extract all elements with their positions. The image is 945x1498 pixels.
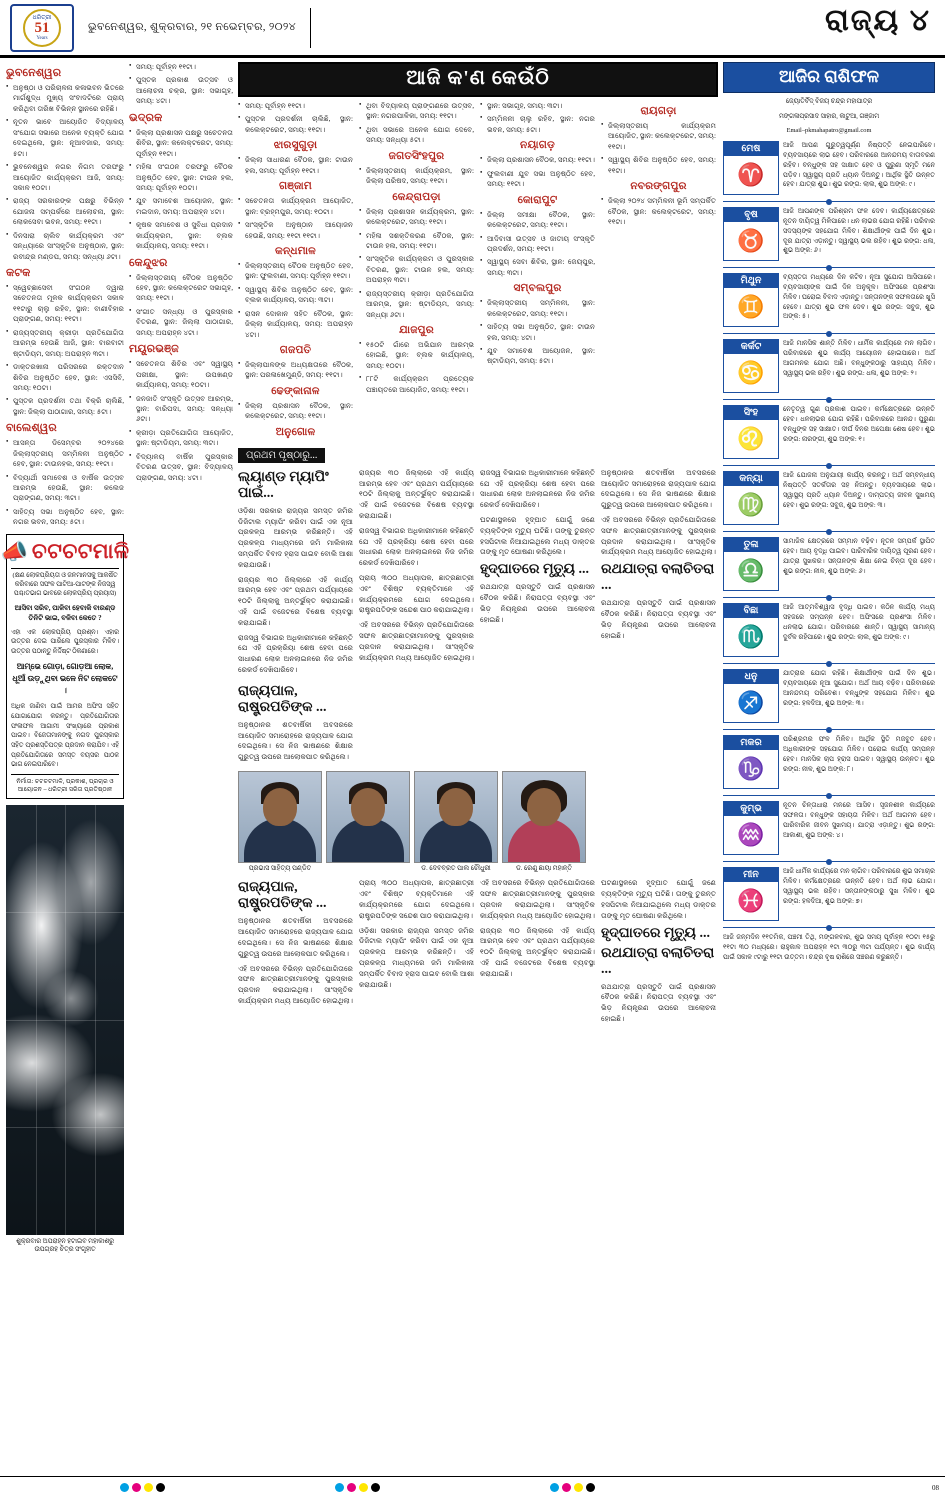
pisces-icon: ♓ [737,887,765,913]
town-heading: ମୟୂରଭଞ୍ଜ [129,343,179,356]
article-headline: ରଥଯାତ୍ରା ବଲାଚିତରା ... [601,562,715,594]
registration-marks [120,1483,165,1492]
list-item: ● ଯୁବ ସମାବେଶ ଆୟୋଜନ, ସ୍ଥାନ: ଷ୍ଟାଡିୟମ, ସମୟ: ୫ଟା। [480,346,595,367]
list-item: ● ୧୫୦ଟି ଗାଁରେ ଅଭିଯାନ ଆରମ୍ଭ ହୋଇଛି, ସ୍ଥାନ: ବ୍ଲକ କାର୍ଯ୍ୟାଳୟ, ସମୟ: ୧୦ଟା। [359,340,474,371]
town-heading: ଗଜପତି [279,345,312,356]
list-item: ● ଡାକ୍ତରଖାନା ପରିସରରେ ରକ୍ତଦାନ ଶିବିର ଅନୁଷ୍ଠିତ ହେବ, ସ୍ଥାନ: ଏସସିବି, ସମୟ: ୧୦ଟା। [6,362,124,393]
horoscope-sign [723,801,935,862]
list-item: ● ସାହିତ୍ୟ ସଭା ଅନୁଷ୍ଠିତ, ସ୍ଥାନ: ଟାଉନ ହଲ, ସମୟ: ୪ଟା। [480,322,595,343]
registration-marks-2 [335,1483,380,1492]
list-item: ● ଆଦିବାସୀ ଉତ୍ସବ ଓ ଜାତୀୟ ସଂସ୍କୃତି ପ୍ରଦର୍ଶନ, ସମୟ: ୧୧ଟା। [480,234,595,255]
logo-title: ଧରିତ୍ରୀ [32,14,52,21]
town-heading: କଟକ [6,267,31,279]
sign-text: ଆଜି ଯୋଜନା ଅନୁଯାୟୀ କାର୍ଯ୍ୟ କରନ୍ତୁ। ଅର୍ଥ ସମ୍ବନ୍ଧୀୟ ନିଷ୍ପତ୍ତି ସତର୍କତାର ସହ ନିଅନ୍ତୁ। ବ୍ୟବସାୟରେ ଲାଭ। ସ୍ୱାସ୍ଥ୍ୟ ପ୍ରତି ଧ୍ୟାନ ଦିଅନ୍ତୁ। ଦାମ୍ପତ୍ୟ ଜୀବନ ସୁଖମୟ ହେବ। ଶୁଭ ରଙ୍ଗ: ସବୁଜ, ଶୁଭ ଅଙ୍କ: ୩। [783,471,935,509]
list-item: ● କ୍ରୀଡ଼ା ପ୍ରତିଯୋଗିତା ଆୟୋଜିତ, ସ୍ଥାନ: ଷ୍ଟାଡିୟମ, ସମୟ: ୩ଟା। [129,428,233,449]
sign-text: ଯାତ୍ରାର ଯୋଗ ରହିଛି। ଶିକ୍ଷାର୍ଥୀଙ୍କ ପାଇଁ ଦିନ ଶୁଭ। ବ୍ୟବସାୟରେ ନୂଆ ସୁଯୋଗ। ଅର୍ଥ ଆୟ ବଢ଼ିବ। ପରିବାରରେ ଆନନ୍ଦମୟ ପରିବେଶ। ବନ୍ଧୁଙ୍କ ସହଯୋଗ ମିଳିବ। ଶୁଭ ରଙ୍ଗ: ହଳଦିଆ, ଶୁଭ ଅଙ୍କ: ୩। [783,669,935,707]
taurus-icon: ♉ [737,227,765,253]
satellite-caption: ଶୁକ୍ରବାର ଅପରାହ୍ନ ହଟାଇବ ମହାକାଶରୁ ଉପଗ୍ରହ ଚିତ୍ର ସଂଗୃହୀତ [16,1237,114,1253]
list-item: ● ଜନଜାତି ସଂସ୍କୃତି ଉତ୍ସବ ଆରମ୍ଭ, ସ୍ଥାନ: ବାରିପଦା, ସମୟ: ସନ୍ଧ୍ୟା ୬ଟା। [129,394,233,425]
ad-body: ଅଧିକ ଜାଣିବା ପାଇଁ ଆମର ଅଫିସ ସହିତ ଯୋଗାଯୋଗ କରନ୍ତୁ। ପ୍ରତିଯୋଗିତାର ଫଳାଫଳ ଆଗାମୀ ସଂଖ୍ୟାରେ ପ୍ରକାଶ ପାଇବ। ବିଜେତାମାନଙ୍କୁ ନଗଦ ପୁରସ୍କାର ସହିତ ପ୍ରଶସ୍ତିପତ୍ର ପ୍ରଦାନ କରାଯିବ। ଏହି ପ୍ରତିଯୋଗିତାରେ ସମସ୍ତ ବୟସର ପାଠକ ଭାଗ ନେଇପାରିବେ। [11,703,119,769]
horoscope-sign [723,537,935,598]
list-item: ● ରାଜ୍ୟ ସରକାରଙ୍କ ପକ୍ଷରୁ ବିଭିନ୍ନ ଯୋଜନା ସମ୍ପର୍କରେ ଆଲୋଚନା, ସ୍ଥାନ: ଲୋକସେବା ଭବନ, ସମୟ: ୧୧ଟା। [6,196,124,227]
list-item: ● ଜିଲ୍ଲା ପ୍ରଶାସନ ବୈଠକ, ସମୟ: ୧୧ଟା। [480,155,595,165]
column-left-1 [0,62,130,1257]
ad-footer: ନିର୍ମାତା: ଚଟଚଟମାଳି, ପ୍ରକାଶ, ପ୍ରଚାର ଓ ଆୟୋଜନ – ଧରିତ୍ରୀ ସରିତା ପ୍ରତିଷ୍ଠାନ [11,774,119,794]
list-item: ● ବିଦ୍ୟାର୍ଥୀ ସମାବେଶ ଓ ବାର୍ଷିକ ଉତ୍ସବ ଆରମ୍ଭ ହେଉଛି, ସ୍ଥାନ: କଲେଜ ପ୍ରାଙ୍ଗଣ, ସମୟ: ୩ଟା। [6,473,124,504]
events-list [238,261,353,340]
photo-caption: ଡ. ଦେବବ୍ରତ ପାଲ ଚୌଧୁରୀ [421,864,491,872]
town-news-list [129,62,233,107]
aries-icon: ♈ [737,161,765,187]
horoscope-footer: ଆଜି ଜନ୍ମଦିନ ୧୧ତମିକ, ପଞ୍ଚମୀ ତିଥି, ମଙ୍ଗଳବାର, ଶୁଭ ସମୟ ପୂର୍ବାହ୍ନ ୧୦ଟା ୧୫ରୁ ୧୧ଟା ୩୦ ମଧ୍ୟରେ। ରାହୁକାଳ ଅପରାହ୍ନ ୧ଟା ୩୦ରୁ ୩ଟା ପର୍ଯ୍ୟନ୍ତ। ଶୁଭ କାର୍ଯ୍ୟ ପାଇଁ ସକାଳ ୯ଟାରୁ ୧୧ଟା ଉତ୍ତମ। ଚନ୍ଦ୍ର ବୃଷ ରାଶିରେ ସଞ୍ଚରଣ କରୁଛନ୍ତି। [723,933,935,961]
sign-name: ମକର [724,736,778,750]
sign-badge [723,603,779,657]
town-heading: ଅନୁଗୋଳ [275,426,316,438]
article-paragraph: ଏହି ଅବସରରେ ବିଭିନ୍ନ ପ୍ରତିଯୋଗିତାରେ ସଫଳ ଛାତ୍ରଛାତ୍ରୀମାନଙ୍କୁ ପୁରସ୍କାର ପ୍ରଦାନ କରାଯାଇଥିଲା। ସାଂସ୍କୃତିକ କାର୍ଯ୍ୟକ୍ରମ ମଧ୍ୟ ଆୟୋଜିତ ହୋଇଥିଲା। [359,621,475,662]
photo-row [238,771,718,863]
sign-name: ମେଷ [724,142,778,156]
continued-column-4 [601,468,716,767]
sign-name: ସିଂହ [724,406,778,420]
article-paragraph: ଘଟଣାସ୍ଥଳରେ ହୃଦ୍‌ଘାତ ଯୋଗୁଁ ଜଣେ ବ୍ୟକ୍ତିଙ୍କ ମୃତ୍ୟୁ ଘଟିଛି। ତାଙ୍କୁ ତୁରନ୍ତ ହସପିଟାଲ ନିଆଯାଇଥିଲେ ମଧ୍ୟ ଡାକ୍ତର ତାଙ୍କୁ ମୃତ ଘୋଷଣା କରିଥିଲେ। [601,879,716,920]
publication-logo [10,4,74,52]
events-list [480,155,595,189]
article-paragraph: ରଥଯାତ୍ରା ପ୍ରସ୍ତୁତି ପାଇଁ ପ୍ରଶାସନ ବୈଠକ କରିଛି। ନିରାପତ୍ତା ବ୍ୟବସ୍ଥା ଏବଂ ଭିଡ଼ ନିୟନ୍ତ୍ରଣ ଉପରେ ଆଲୋଚନା ହୋଇଛି। [601,599,716,640]
events-grid [238,101,718,442]
list-item: ● ସମୟ: ପୂର୍ବାହ୍ନ ୧୧ଟା। [238,101,353,111]
ad-center-line: ଆମ୍ଭେ ଗୋଡ଼ା, ଗୋଡ଼ଆ ଲୋକ, ଧୂଆଁ ଉଡ଼ୁଥିବା ଭଳେ ନିଟ ଲୋକଟେ । [12,662,118,696]
list-item: ● ଭୁବନେଶ୍ୱର ନଗର ନିଗମ ତରଫରୁ ଆୟୋଜିତ କାର୍ଯ୍ୟକ୍ରମ ଆଜି, ସମୟ: ସକାଳ ୧୦ଟା। [6,162,124,193]
sign-badge [723,735,779,789]
photo-captions [238,865,718,873]
aquarius-icon: ♒ [737,821,765,847]
sign-name: କର୍କଟ [724,340,778,354]
continued-column-2 [359,468,474,767]
town-news-list [6,83,124,262]
sign-name: ଧନୁ [724,670,778,684]
article-paragraph: ରାଜସ୍ୱ ବିଭାଗର ଅଧିକାରୀମାନେ କହିଛନ୍ତି ଯେ ଏହି ପ୍ରକ୍ରିୟା ଶେଷ ହେବା ପରେ ସାଧାରଣ ଲୋକ ଅନଲାଇନରେ ନିଜ ଜମିର ରେକର୍ଡ ଦେଖିପାରିବେ। [480,468,595,510]
events-list [601,121,716,176]
list-item: ● ପୁସ୍ତକ ପ୍ରଦର୍ଶନୀ ତଥା ବିକ୍ରି ଚାଲିଛି, ସ୍ଥାନ: ଜିଲ୍ଲା ପାଠାଗାର, ସମୟ: ୫ଟା। [6,396,124,417]
events-column-4 [601,101,716,442]
sign-text: ନୂତନ ଚିନ୍ତାଧାରା ମନରେ ଆସିବ। ସୃଜନଶୀଳ କାର୍ଯ୍ୟରେ ସଫଳତା। ବନ୍ଧୁଙ୍କ ସହାୟତା ମିଳିବ। ଅର୍ଥ ଆଗମନ ହେବ। ପାରିବାରିକ ଜୀବନ ସୁଖମୟ। ଯାତ୍ରା ଏଡ଼ାନ୍ତୁ। ଶୁଭ ରଙ୍ଗ: ଆକାଶୀ, ଶୁଭ ଅଙ୍କ: ୪। [783,801,935,839]
list-item: ● ୮୮ଟି କାର୍ଯ୍ୟକ୍ରମ ପ୍ରତ୍ୟେକ ପଞ୍ଚାୟତରେ ଆୟୋଜିତ, ସମୟ: ୧୧ଟା। [359,374,474,395]
sign-name: କନ୍ୟା [724,472,778,486]
horoscope-sign [723,669,935,730]
horoscope-sign [723,735,935,796]
list-item: ● ମହିଳା ସଂଗଠନ ତରଫରୁ ବୈଠକ ଅନୁଷ୍ଠିତ ହେବ, ସ୍ଥାନ: ଟାଉନ ହଲ, ସମୟ: ପୂର୍ବାହ୍ନ ୧୦ଟା। [129,162,233,193]
list-item: ● ସମୟ: ପୂର୍ବାହ୍ନ ୧୧ଟା। [129,62,233,72]
continued-column-1 [238,468,353,767]
article-headline: ରାଜ୍ୟପାଳ, ରାଷ୍ଟ୍ରପତିଙ୍କ ... [238,683,327,715]
horoscope-sign [723,405,935,466]
sign-text: ନେତୃତ୍ୱ ଗୁଣ ପ୍ରକାଶ ପାଇବ। କର୍ମକ୍ଷେତ୍ରରେ ଉନ୍ନତି ହେବ। ଧନଲାଭର ଯୋଗ ରହିଛି। ପରିବାରରେ ଆନନ୍ଦ। ପୁରୁଣା ବନ୍ଧୁଙ୍କ ସହ ସାକ୍ଷାତ। ଦୀର୍ଘ ଦିନର ଅପେକ୍ଷା ଶେଷ ହେବ। ଶୁଭ ରଙ୍ଗ: ନାରଙ୍ଗୀ, ଶୁଭ ଅଙ୍କ: ୧। [783,405,935,443]
sign-name: ମିଥୁନ [724,274,778,288]
events-list [601,196,716,227]
portrait-photo [238,771,322,863]
town-heading: କନ୍ଧମାଳ [275,245,316,257]
horoscope-sign [723,273,935,334]
town-news-list [6,438,124,528]
events-list [480,298,595,367]
megaphone-icon: 📣 [0,539,28,565]
list-item: ● ରାସନ ଦୋକାନ ସହିତ ବୈଠକ, ସ୍ଥାନ: ଜିଲ୍ଲା କାର୍ଯ୍ୟାଳୟ, ସମୟ: ଅପରାହ୍ନ ୪ଟା। [238,309,353,340]
list-item: ● ସଚେତନତା ଶିବିର ଏବଂ ସ୍ୱାସ୍ଥ୍ୟ ପରୀକ୍ଷା, ସ୍ଥାନ: ଉପଖଣ୍ଡ କାର୍ଯ୍ୟାଳୟ, ସମୟ: ୧୦ଟା। [129,359,233,390]
article-paragraph: ଏହି ଅବସରରେ ବିଭିନ୍ନ ପ୍ରତିଯୋଗିତାରେ ସଫଳ ଛାତ୍ରଛାତ୍ରୀମାନଙ୍କୁ ପୁରସ୍କାର ପ୍ରଦାନ କରାଯାଇଥିଲା। ସାଂସ୍କୃତିକ କାର୍ଯ୍ୟକ୍ରମ ମଧ୍ୟ ଆୟୋଜିତ ହୋଇଥିଲା। [601,515,717,557]
portrait-photo [326,771,410,863]
sign-text: ଆଜି ଧାର୍ମିକ କାର୍ଯ୍ୟରେ ମନ ଲାଗିବ। ପରିବାରରେ ଶୁଭ ସମାଚାର ମିଳିବ। କର୍ମକ୍ଷେତ୍ରରେ ଉନ୍ନତି ହେବ। ଅର୍ଥ ଲାଭ ଯୋଗ। ସ୍ୱାସ୍ଥ୍ୟ ଭଲ ରହିବ। ସନ୍ତାନଙ୍କଠାରୁ ସୁଖ ମିଳିବ। ଶୁଭ ରଙ୍ଗ: ହଳଦିଆ, ଶୁଭ ଅଙ୍କ: ୭। [783,867,935,905]
town-block [6,267,124,417]
list-item: ● ନୂତନ ଭାବେ ଆୟୋଜିତ ବିଦ୍ୟାଳୟ ସଂଯୋଗ ସଭାରେ ଅନେକ ବ୍ୟକ୍ତି ଯୋଗ ଦେଇଥିଲେ, ସ୍ଥାନ: ନୂଆବଜାର, ସମୟ: ୫ଟା। [6,117,124,159]
article-headline: ରାଜ୍ୟପାଳ, ରାଷ୍ଟ୍ରପତିଙ୍କ ... [238,880,327,912]
article-paragraph: ଅନୁଷ୍ଠାନର ଶତବାର୍ଷିକୀ ଅବସରରେ ଆୟୋଜିତ ସମାରୋହରେ ରାଜ୍ୟପାଳ ଯୋଗ ଦେଇଥିଲେ। ସେ ନିଜ ଭାଷଣରେ ଶିକ୍ଷାର ଗୁରୁତ୍ୱ ଉପରେ ଆଲୋକପାତ କରିଥିଲେ। [238,720,353,762]
article-paragraph: ଏହି ଅବସରରେ ବିଭିନ୍ନ ପ୍ରତିଯୋଗିତାରେ ସଫଳ ଛାତ୍ରଛାତ୍ରୀମାନଙ୍କୁ ପୁରସ୍କାର ପ୍ରଦାନ କରାଯାଇଥିଲା। ସାଂସ୍କୃତିକ କାର୍ଯ୍ୟକ୍ରମ ମଧ୍ୟ ଆୟୋଜିତ ହୋଇଥିଲା। [238,964,354,1005]
photo-caption [326,865,410,873]
article-paragraph: ଓଡ଼ିଶା ସରକାର ରାଜ୍ୟର ସମସ୍ତ ଜମିର ଡିଜିଟାଲ ମ୍ୟାପିଂ କରିବା ପାଇଁ ଏକ ନୂଆ ପ୍ରକଳ୍ପ ଆରମ୍ଭ କରିଛନ୍ତି। ଏହି ପ୍ରକଳ୍ପ ମାଧ୍ୟମରେ ଜମି ମାଲିକାନା ସମ୍ପର୍କିତ ବିବାଦ ହ୍ରାସ ପାଇବ ବୋଲି ଆଶା କରାଯାଉଛି। [238,506,353,569]
virgo-icon: ♍ [737,491,765,517]
list-item: ● ଜିଲ୍ଲା ସମୀକ୍ଷା ବୈଠକ, ସ୍ଥାନ: କଲେକ୍ଟରେଟ, ସମୟ: ୧୧ଟା। [480,210,595,231]
satellite-weather-image [6,805,124,1235]
town-heading: ଯାଜପୁର [399,325,434,336]
column-horoscope [723,62,935,1257]
list-item: ● ରାଜ୍ୟସ୍ତରୀୟ କ୍ରୀଡ଼ା ପ୍ରତିଯୋଗିତା ଆରମ୍ଭ ହେଉଛି ଆଜି, ସ୍ଥାନ: ବାରବାଟୀ ଷ୍ଟାଡିୟମ, ସମୟ: ଅପରାହ୍ନ ୩ଟା। [6,328,124,359]
sign-badge [723,141,779,195]
horoscope-sign [723,207,935,268]
town-heading: ବାଲେଶ୍ୱର [6,422,57,435]
article-headline: ହୃଦ୍‌ଘାତରେ ମୃତ୍ୟୁ ... [480,562,589,578]
town-block [6,67,124,262]
horoscope-sign [723,471,935,532]
horoscope-sign [723,141,935,202]
town-heading: ଢେଙ୍କାନାଳ [271,385,320,397]
portrait-photo [502,771,586,863]
sign-text: ପରିଶ୍ରମର ଫଳ ମିଳିବ। ଆର୍ଥିକ ସ୍ଥିତି ମଜବୁତ ହେବ। ଅଧିକାରୀଙ୍କ ସହଯୋଗ ମିଳିବ। ଘରୋଇ କାର୍ଯ୍ୟ ସମ୍ପନ୍ନ ହେବ। ମାନସିକ ଚାପ ହ୍ରାସ ପାଇବ। ସ୍ୱାସ୍ଥ୍ୟ ଉନ୍ନତ। ଶୁଭ ରଙ୍ଗ: ନୀଳ, ଶୁଭ ଅଙ୍କ: ୮। [783,735,935,773]
list-item: ● ସମ୍ମିଳନୀ ଚାଲୁ ରହିବ, ସ୍ଥାନ: ନଗର ଭବନ, ସମୟ: ୫ଟା। [480,114,595,135]
gemini-icon: ♊ [737,293,765,319]
article-paragraph: ଘଟଣାସ୍ଥଳରେ ହୃଦ୍‌ଘାତ ଯୋଗୁଁ ଜଣେ ବ୍ୟକ୍ତିଙ୍କ ମୃତ୍ୟୁ ଘଟିଛି। ତାଙ୍କୁ ତୁରନ୍ତ ହସପିଟାଲ ନିଆଯାଇଥିଲେ ମଧ୍ୟ ଡାକ୍ତର ତାଙ୍କୁ ମୃତ ଘୋଷଣା କରିଥିଲେ। [480,515,595,557]
section-title: ରାଜ୍ୟ ୪ [824,4,931,37]
capricorn-icon: ♑ [737,755,765,781]
ad-question: ଆସିବା ସରିବ, ପାଳିବା ହେବାକି ବାରଣ୍ଡ ତିନିଟି ଭାଇ, ବଳିବା କେତେ ? [14,603,116,623]
town-heading: ଜଗତସିଂହପୁର [388,150,445,162]
town-heading: ସମ୍ବଲପୁର [513,283,562,295]
events-list [480,210,595,279]
town-news-list [129,273,233,339]
sign-badge [723,273,779,327]
logo-anniversary-circle [23,9,61,47]
town-heading: କେନ୍ଦୁଝର [129,256,168,269]
ad-subtitle: (କ୍ଷଣ ଲୋକପ୍ରିୟତା ଓ ଜନମାନସକୁ ଆକର୍ଷିତ କରିବାରେ ସଫଳ ପାଟିଆ-ପାଟଙ୍କ ନିଜସ୍ୱ ପଶ୍ଚାତଭାଗ ଭାବରେ ଲୋକପ୍ରିୟ ପ୍ରୟାସ) [12,571,118,597]
town-heading: କୋରାପୁଟ [517,194,558,206]
article-paragraph: ପ୍ରାୟ ୩୦୦ ଅଧ୍ୟାପକ, ଛାତ୍ରଛାତ୍ରୀ ଏବଂ ବିଶିଷ୍ଟ ବ୍ୟକ୍ତିମାନେ ଏହି କାର୍ଯ୍ୟକ୍ରମରେ ଯୋଗ ଦେଇଥିଲେ। ରାଷ୍ଟ୍ରପତିଙ୍କ ସନ୍ଦେଶ ପାଠ କରାଯାଇଥିଲା। [359,573,474,615]
horoscope-sign [723,339,935,400]
sign-name: କୁମ୍ଭ [724,802,778,816]
list-item: ● ଜିଲ୍ଲା ପ୍ରଶାସନ କାର୍ଯ୍ୟକ୍ରମ, ସ୍ଥାନ: କଲେକ୍ଟରେଟ, ସମୟ: ୧୧ଟା। [359,207,474,228]
list-item: ● ଜିଲ୍ଲାପାଳଙ୍କ ଅଧ୍ୟକ୍ଷତାରେ ବୈଠକ, ସ୍ଥାନ: ପରଳାଖେମୁଣ୍ଡି, ସମୟ: ୧୧ଟା। [238,360,353,381]
list-item: ● ସ୍ୱାସ୍ଥ୍ୟ ଶିବିର ଅନୁଷ୍ଠିତ ହେବ, ସ୍ଥାନ: ବ୍ଲକ କାର୍ଯ୍ୟାଳୟ, ସମୟ: ୩ଟା। [238,285,353,306]
article-paragraph: ରଥଯାତ୍ରା ପ୍ରସ୍ତୁତି ପାଇଁ ପ୍ରଶାସନ ବୈଠକ କରିଛି। ନିରାପତ୍ତା ବ୍ୟବସ୍ଥା ଏବଂ ଭିଡ଼ ନିୟନ୍ତ୍ରଣ ଉପରେ ଆଲୋଚନା ହୋଇଛି। [480,583,595,624]
list-item: ● ସ୍ଥାନ: ସଭାଗୃହ, ସମୟ: ୩ଟା। [480,101,595,111]
horoscope-sign [723,603,935,664]
article-paragraph: ରାଜସ୍ୱ ବିଭାଗର ଅଧିକାରୀମାନେ କହିଛନ୍ତି ଯେ ଏହି ପ୍ରକ୍ରିୟା ଶେଷ ହେବା ପରେ ସାଧାରଣ ଲୋକ ଅନଲାଇନରେ ନିଜ ଜମିର ରେକର୍ଡ ଦେଖିପାରିବେ। [238,633,353,674]
sign-text: ଆଜି ମାନସିକ ଶାନ୍ତି ମିଳିବ। ଧାର୍ମିକ କାର୍ଯ୍ୟରେ ମନ ଲାଗିବ। ପରିବାରରେ ଶୁଭ କାର୍ଯ୍ୟ ଆୟୋଜନ ହୋଇପାରେ। ଅର୍ଥ ଆଗମନର ଯୋଗ ଅଛି। ବନ୍ଧୁଙ୍କଠାରୁ ସାହାଯ୍ୟ ମିଳିବ। ସ୍ୱାସ୍ଥ୍ୟ ଭଲ ରହିବ। ଶୁଭ ରଙ୍ଗ: ଧଳା, ଶୁଭ ଅଙ୍କ: ୨। [783,339,935,377]
continued-grid-lower [238,878,718,1028]
sign-text: ଆଜି ଆତ୍ମବିଶ୍ୱାସ ବୃଦ୍ଧି ପାଇବ। କଠିନ କାର୍ଯ୍ୟ ମଧ୍ୟ ସହଜରେ ସମ୍ପନ୍ନ ହେବ। ଅଫିସରେ ପ୍ରଶଂସା ମିଳିବ। ଧନଲାଭ ଯୋଗ। ପରିବାରରେ ଶାନ୍ତି। ସ୍ୱାସ୍ଥ୍ୟ ସାମାନ୍ୟ ଦୁର୍ବଳ ରହିପାରେ। ଶୁଭ ରଙ୍ଗ: ଲାଲ, ଶୁଭ ଅଙ୍କ: ୯। [783,603,935,641]
list-item: ● ଅନୁଷ୍ଠା ଓ ପରିଚାଳନା କଳାଭବନ ଭିତରେ ମାର୍ଗଶୁଦ୍ଧ ମୁଖ୍ୟ ସଂବାଦଟିରେ ପ୍ରାୟ କରିଥିବା ତାରିଖ ବିଭିନ୍ନ ସ୍ଥାନରେ ରହିଛି। [6,83,124,114]
sign-badge [723,207,779,261]
page-footer [0,1476,945,1498]
list-item: ● ଜିଲ୍ଲା ସାଧାରଣ ବୈଠକ, ସ୍ଥାନ: ଟାଉନ ହଲ, ସମୟ: ପୂର୍ବାହ୍ନ ୧୧ଟା। [238,155,353,176]
column-left-2 [129,62,233,1257]
list-item: ● ସ୍ୱାସ୍ଥ୍ୟ ସେବା ଶିବିର, ସ୍ଥାନ: ଜେୟପୁର, ସମୟ: ୩ଟା। [480,257,595,278]
article-paragraph: ରାଜ୍ୟର ୩୦ ଜିଲ୍ଲାରେ ଏହି କାର୍ଯ୍ୟ ଆରମ୍ଭ ହେବ ଏବଂ ପ୍ରଥମ ପର୍ଯ୍ୟାୟରେ ୧୦ଟି ଜିଲ୍ଲାକୁ ଅନ୍ତର୍ଭୁକ୍ତ କରାଯାଇଛି। ଏହି ପାଇଁ ବଜେଟରେ ବିଶେଷ ବ୍ୟବସ୍ଥା କରାଯାଇଛି। [238,575,353,627]
horoscope-email: Email–pkmahapatro@gmail.com [786,127,872,135]
list-item: ● ପୁସ୍ତକ ପ୍ରଦର୍ଶନୀ ଚାଲିଛି, ସ୍ଥାନ: କଲେକ୍ଟରେଟ, ସମୟ: ୧୧ଟା। [238,114,353,135]
sign-badge [723,339,779,393]
sign-text: ସାମାଜିକ କ୍ଷେତ୍ରରେ ସମ୍ମାନ ବଢ଼ିବ। ନୂତନ ସମ୍ପର୍କ ସ୍ଥାପିତ ହେବ। ଆୟ ବୃଦ୍ଧି ପାଇବ। ପାରିବାରିକ ଦାୟିତ୍ୱ ପୂରଣ ହେବ। ଯାତ୍ରା ସୁଖକର। ସନ୍ତାନଙ୍କ ଶିକ୍ଷା ନେଇ ଚିନ୍ତା ଦୂର ହେବ। ଶୁଭ ରଙ୍ଗ: ନୀଳ, ଶୁଭ ଅଙ୍କ: ୬। [783,537,935,575]
events-list [359,101,474,146]
town-heading: ଭୁବନେଶ୍ୱର [6,67,62,79]
page-number: 08 [932,1483,939,1492]
article-paragraph: ଅନୁଷ୍ଠାନର ଶତବାର୍ଷିକୀ ଅବସରରେ ଆୟୋଜିତ ସମାରୋହରେ ରାଜ୍ୟପାଳ ଯୋଗ ଦେଇଥିଲେ। ସେ ନିଜ ଭାଷଣରେ ଶିକ୍ଷାର ଗୁରୁତ୍ୱ ଉପରେ ଆଲୋକପାତ କରିଥିଲେ। [601,468,716,510]
continued-label: ପ୍ରଥମ ପୃଷ୍ଠାରୁ... [238,448,325,463]
town-block [6,422,124,528]
sagittarius-icon: ♐ [737,689,765,715]
list-item: ● ଦିନସାରା ଚାଲିବ କାର୍ଯ୍ୟକ୍ରମ ଏବଂ ସନ୍ଧ୍ୟାରେ ସାଂସ୍କୃତିକ ଅନୁଷ୍ଠାନ, ସ୍ଥାନ: ରବୀନ୍ଦ୍ର ମଣ୍ଡପ, ସମୟ: ସନ୍ଧ୍ୟା ୬ଟା। [6,231,124,262]
list-item: ● ରାଜ୍ୟସ୍ତରୀୟ କ୍ରୀଡ଼ା ପ୍ରତିଯୋଗିତା ଆରମ୍ଭ, ସ୍ଥାନ: ଷ୍ଟାଡିୟମ, ସମୟ: ସନ୍ଧ୍ୟା ୬ଟା। [359,289,474,320]
events-list [238,360,353,381]
events-column-2 [359,101,474,442]
article-paragraph: ପ୍ରାୟ ୩୦୦ ଅଧ୍ୟାପକ, ଛାତ୍ରଛାତ୍ରୀ ଏବଂ ବିଶିଷ୍ଟ ବ୍ୟକ୍ତିମାନେ ଏହି କାର୍ଯ୍ୟକ୍ରମରେ ଯୋଗ ଦେଇଥିଲେ। ରାଷ୍ଟ୍ରପତିଙ୍କ ସନ୍ଦେଶ ପାଠ କରାଯାଇଥିଲା। [359,879,474,920]
list-item: ● ସାଂସ୍କୃତିକ କାର୍ଯ୍ୟକ୍ରମ ଓ ପୁରସ୍କାର ବିତରଣ, ସ୍ଥାନ: ଟାଉନ ହଲ, ସମୟ: ଅପରାହ୍ନ ୩ଟା। [359,254,474,285]
sign-badge [723,471,779,525]
list-item: ● ସଚେତନତା କାର୍ଯ୍ୟକ୍ରମ ଆୟୋଜିତ, ସ୍ଥାନ: ବ୍ରହ୍ମପୁର, ସମୟ: ୧୦ଟା। [238,196,353,217]
sign-badge [723,669,779,723]
masthead [0,0,945,58]
article-paragraph: ଅନୁଷ୍ଠାନର ଶତବାର୍ଷିକୀ ଅବସରରେ ଆୟୋଜିତ ସମାରୋହରେ ରାଜ୍ୟପାଳ ଯୋଗ ଦେଇଥିଲେ। ସେ ନିଜ ଭାଷଣରେ ଶିକ୍ଷାର ଗୁରୁତ୍ୱ ଉପରେ ଆଲୋକପାତ କରିଥିଲେ। [238,917,353,958]
advertisement-box [0,534,130,799]
events-list [359,166,474,187]
list-item: ● ପୁସ୍ତକ ପ୍ରକାଶ ଉତ୍ସବ ଓ ଆଲୋଚନା ଚକ୍ର, ସ୍ଥାନ: ସଭାଗୃହ, ସମୟ: ୪ଟା। [129,75,233,106]
continued-grid [238,468,718,767]
list-item: ● ଯୁବ ସମାବେଶ ଆୟୋଜନ, ସ୍ଥାନ: ମଇଦାନ, ସମୟ: ଅପରାହ୍ନ ୪ଟା। [129,196,233,217]
article-headline: ହୃଦ୍‌ଘାତରେ ମୃତ୍ୟୁ ... [601,925,710,941]
list-item: ● କୃଷକ ସମାବେଶ ଓ ସୁବିଧା ପ୍ରଦାନ କାର୍ଯ୍ୟକ୍ରମ, ସ୍ଥାନ: ବ୍ଲକ କାର୍ଯ୍ୟାଳୟ, ସମୟ: ୧୧ଟା। [129,220,233,251]
article-headline: ରଥଯାତ୍ରା ବଲାଚିତରା ... [601,945,715,977]
logo-years-label: Years [36,35,48,41]
list-item: ● ସଂଗୀତ ସନ୍ଧ୍ୟା ଓ ପୁରସ୍କାର ବିତରଣ, ସ୍ଥାନ: ଜିଲ୍ଲା ପାଠାଗାର, ସମୟ: ଅପରାହ୍ନ ୪ଟା। [129,307,233,338]
town-heading: ନବରଙ୍ଗପୁର [630,181,687,193]
horoscope-byline: ଜ୍ୟୋତିର୍ବିଦ୍‌ ବିଜୟ ଚନ୍ଦ୍ର ମହାପାତ୍ର [785,98,873,105]
town-heading: ନୟାଗଡ଼ [520,140,555,152]
town-heading: ଝାରସୁଗୁଡ଼ା [273,140,318,152]
events-list [238,401,353,422]
lower-column-1 [238,878,353,1028]
horoscope-address: ମଙ୍ଗଳାପ୍ରସାଦ ସାହାର, କାଟୁଆ, ଗଞ୍ଜାମ [778,112,880,120]
events-list [480,101,595,135]
list-item: ● ଜିଲ୍ଲା ପ୍ରଶାସନ ପକ୍ଷରୁ ସଚେତନତା ଶିବିର, ସ୍ଥାନ: କଲେକ୍ଟରେଟ, ସମୟ: ପୂର୍ବାହ୍ନ ୧୧ଟା। [129,128,233,159]
list-item: ● ସାଂସ୍କୃତିକ ଅନୁଷ୍ଠାନ ଆୟୋଜନ ହେଉଛି, ସମୟ: ୧୧ଟା ୧୧ଟା। [238,220,353,241]
list-item: ● ଜିଲ୍ଲାସ୍ତରୀୟ କାର୍ଯ୍ୟକ୍ରମ ଆୟୋଜିତ, ସ୍ଥାନ: କଲେକ୍ଟରେଟ, ସମୟ: ୧୧ଟା। [601,121,716,152]
sign-badge [723,405,779,459]
list-item: ● ଜିଲ୍ଲାସ୍ତରୀୟ ବୈଠକ ଅନୁଷ୍ଠିତ ହେବ, ସ୍ଥାନ: ଫୁଲବାଣୀ, ସମୟ: ପୂର୍ବାହ୍ନ ୧୧ଟା। [238,261,353,282]
list-item: ● ସ୍ୱାସ୍ଥ୍ୟ ଶିବିର ଅନୁଷ୍ଠିତ ହେବ, ସମୟ: ୧୧ଟା। [601,155,716,176]
ad-body-top: ଏହା ଏକ ଲୋକପ୍ରିୟ ପ୍ରଶ୍ନ। ଏହାର ଉତ୍ତର ଦେଇ ପାରିଲେ ପୁରସ୍କାର ମିଳିବ। ଉତ୍ତର ପଠାନ୍ତୁ ନିର୍ଦ୍ଦିଷ୍ଟ ଠିକଣାରେ। [11,628,119,655]
town-heading: କେନ୍ଦ୍ରାପଡ଼ା [392,191,441,203]
list-item: ● ବିଦ୍ୟାଳୟ ବାର୍ଷିକ ପୁରସ୍କାର ବିତରଣ ଉତ୍ସବ, ସ୍ଥାନ: ବିଦ୍ୟାଳୟ ପ୍ରାଙ୍ଗଣ, ସମୟ: ୪ଟା। [129,452,233,483]
photo-caption: ଡ. ରେଣୁ ଛାୟା ମହାନ୍ତି [515,864,573,872]
list-item: ● ଜିଲ୍ଲା ପ୍ରଶାସନ ବୈଠକ, ସ୍ଥାନ: କଲେକ୍ଟରେଟ, ସମୟ: ୧୧ଟା। [238,401,353,422]
horoscope-sign [723,867,935,928]
article-paragraph: ଓଡ଼ିଶା ସରକାର ରାଜ୍ୟର ସମସ୍ତ ଜମିର ଡିଜିଟାଲ ମ୍ୟାପିଂ କରିବା ପାଇଁ ଏକ ନୂଆ ପ୍ରକଳ୍ପ ଆରମ୍ଭ କରିଛନ୍ତି। ଏହି ପ୍ରକଳ୍ପ ମାଧ୍ୟମରେ ଜମି ମାଲିକାନା ସମ୍ପର୍କିତ ବିବାଦ ହ୍ରାସ ପାଇବ ବୋଲି ଆଶା କରାଯାଉଛି। [359,926,474,989]
leo-icon: ♌ [737,425,765,451]
sign-badge [723,537,779,591]
events-list [238,155,353,176]
scorpio-icon: ♏ [737,623,765,649]
list-item: ● ଆସନ୍ତା ଡିସେମ୍ବର ୨୦୨୪ରେ ଜିଲ୍ଲାସ୍ତରୀୟ ସମ୍ମିଳନୀ ଅନୁଷ୍ଠିତ ହେବ, ସ୍ଥାନ: ଟାଉନହଲ, ସମୟ: ୧୧ଟା। [6,438,124,469]
list-item: ● ସାହିତ୍ୟ ସଭା ଅନୁଷ୍ଠିତ ହେବ, ସ୍ଥାନ: ନଗର ଭବନ, ସମୟ: ୫ଟା। [6,507,124,528]
sign-name: ବିଛା [724,604,778,618]
column-center [238,62,718,1257]
events-list [238,101,353,135]
lower-column-3 [480,878,595,1028]
lower-column-2 [359,878,474,1028]
continued-column-3 [480,468,595,767]
events-column-3 [480,101,595,442]
town-heading: ଭଦ୍ରକ [129,111,163,124]
events-list [359,207,474,320]
sign-name: ମୀନ [724,868,778,882]
logo-years-number: 51 [34,19,50,36]
list-item: ● ମହିଳା ସଶକ୍ତିକରଣ ବୈଠକ, ସ୍ଥାନ: ଟାଉନ ହଲ, ସମୟ: ୧୧ଟା। [359,231,474,252]
list-item: ● ଜିଲ୍ଲାସ୍ତରୀୟ କାର୍ଯ୍ୟକ୍ରମ, ସ୍ଥାନ: ଜିଲ୍ଲା ପରିଷଦ, ସମୟ: ୧୧ଟା। [359,166,474,187]
sign-text: ଆଜି ଆପଣଙ୍କ ପରିଶ୍ରମ ଫଳ ଦେବ। କାର୍ଯ୍ୟକ୍ଷେତ୍ରରେ ନୂତନ ଦାୟିତ୍ୱ ମିଳିପାରେ। ଧନ ଲାଭର ଯୋଗ ରହିଛି। ପରିବାର ସଦସ୍ୟଙ୍କ ସହଯୋଗ ମିଳିବ। ଶିକ୍ଷାର୍ଥୀଙ୍କ ପାଇଁ ଦିନ ଶୁଭ। ଦୂର ଯାତ୍ରା ଏଡ଼ାନ୍ତୁ। ସ୍ୱାସ୍ଥ୍ୟ ଭଲ ରହିବ। ଶୁଭ ରଙ୍ଗ: ଧଳା, ଶୁଭ ଅଙ୍କ: ୬। [783,207,935,255]
list-item: ● ଥିବା ବିଦ୍ୟାଳୟ ପ୍ରାଙ୍ଗଣରେ ଉତ୍ସବ, ସ୍ଥାନ: ନଗରପାଳିକା, ସମୟ: ୧୧ଟା। [359,101,474,122]
list-item: ● ସ୍ୱେଚ୍ଛାସେବୀ ସଂଗଠନ ଦ୍ୱାରା ସଚେତନତା ମୂଳକ କାର୍ଯ୍ୟକ୍ରମ ସକାଳ ୧୧ଟାରୁ ଚାଲୁ ରହିବ, ସ୍ଥାନ: ବାଣୀବିହାର ପ୍ରାଙ୍ଗଣ, ସମୟ: ୧୧ଟା। [6,283,124,325]
registration-marks-3 [550,1483,595,1492]
article-paragraph: ରାଜ୍ୟର ୩୦ ଜିଲ୍ଲାରେ ଏହି କାର୍ଯ୍ୟ ଆରମ୍ଭ ହେବ ଏବଂ ପ୍ରଥମ ପର୍ଯ୍ୟାୟରେ ୧୦ଟି ଜିଲ୍ଲାକୁ ଅନ୍ତର୍ଭୁକ୍ତ କରାଯାଇଛି। ଏହି ପାଇଁ ବଜେଟରେ ବିଶେଷ ବ୍ୟବସ୍ଥା କରାଯାଇଛି। [359,468,474,520]
cancer-icon: ♋ [737,359,765,385]
town-news-list [129,359,233,483]
town-news-list [6,283,124,417]
events-banner: ଆଜି କ'ଣ କେଉଁଠି [238,62,718,97]
article-headline: ଲ୍ୟାଣ୍ଡ ମ୍ୟାପିଂ ପାଇଁ... [238,469,329,501]
list-item: ● ଜିଲ୍ଲାସ୍ତରୀୟ ବୈଠକ ଅନୁଷ୍ଠିତ ହେବ, ସ୍ଥାନ: କଲେକ୍ଟରେଟ ସଭାଗୃହ, ସମୟ: ୧୧ଟା। [129,273,233,304]
article-paragraph: ରାଜ୍ୟର ୩୦ ଜିଲ୍ଲାରେ ଏହି କାର୍ଯ୍ୟ ଆରମ୍ଭ ହେବ ଏବଂ ପ୍ରଥମ ପର୍ଯ୍ୟାୟରେ ୧୦ଟି ଜିଲ୍ଲାକୁ ଅନ୍ତର୍ଭୁକ୍ତ କରାଯାଇଛି। ଏହି ପାଇଁ ବଜେଟରେ ବିଶେଷ ବ୍ୟବସ୍ଥା କରାଯାଇଛି। [480,926,595,978]
list-item: ● ଫୁଲବାଣୀ ଯୁବ ସଭା ଅନୁଷ୍ଠିତ ହେବ, ସମୟ: ୧୧ଟା। [480,169,595,190]
sign-name: ତୁଳା [724,538,778,552]
events-list [238,196,353,241]
horoscope-title: ଆଜିର ରାଶିଫଳ [723,62,935,93]
portrait-photo [414,771,498,863]
sign-text: ଆଜି ଆପଣ ଗୁରୁତ୍ୱପୂର୍ଣ୍ଣ ନିଷ୍ପତ୍ତି ନେଇପାରିବେ। ବ୍ୟବସାୟରେ ଲାଭ ହେବ। ପରିବାରରେ ଆନନ୍ଦମୟ ବାତାବରଣ ରହିବ। ବନ୍ଧୁଙ୍କ ସହ ସାକ୍ଷାତ ହେବ ଓ ପୁରୁଣା ସ୍ମୃତି ମନେ ପଡ଼ିବ। ସ୍ୱାସ୍ଥ୍ୟ ପ୍ରତି ଧ୍ୟାନ ଦିଅନ୍ତୁ। ଆର୍ଥିକ ସ୍ଥିତି ଉନ୍ନତ ହେବ। ଯାତ୍ରା ଶୁଭ। ଶୁଭ ରଙ୍ଗ: ଲାଲ, ଶୁଭ ଅଙ୍କ: ୯। [783,141,935,189]
list-item: ● ଜିଲ୍ଲା ୨୦୨୪ ସମ୍ମିଳନୀ ଭୂମି ସମ୍ପର୍କିତ ବୈଠକ, ସ୍ଥାନ: କଲେକ୍ଟରେଟ, ସମୟ: ୧୧ଟା। [601,196,716,227]
list-item: ● ଥିବା ସଭାରେ ଅନେକ ଯୋଗ ଦେବେ, ସମୟ: ସନ୍ଧ୍ୟା ୫ଟା। [359,125,474,146]
article-paragraph: ଏହି ଅବସରରେ ବିଭିନ୍ନ ପ୍ରତିଯୋଗିତାରେ ସଫଳ ଛାତ୍ରଛାତ୍ରୀମାନଙ୍କୁ ପୁରସ୍କାର ପ୍ରଦାନ କରାଯାଇଥିଲା। ସାଂସ୍କୃତିକ କାର୍ଯ୍ୟକ୍ରମ ମଧ୍ୟ ଆୟୋଜିତ ହୋଇଥିଲା। [480,879,596,920]
photo-caption: ପ୍ରଭାସ ସାହିତ୍ୟ ପଣ୍ଡିତ [248,864,312,872]
town-news-list [129,128,233,252]
sign-badge [723,801,779,855]
events-list [359,340,474,395]
edition-date: ଭୁବନେଶ୍ୱର, ଶୁକ୍ରବାର, ୨୧ ନଭେମ୍ବର, ୨୦୨୪ [82,8,311,48]
ad-title: ଚଟଚଟମାଳି [31,538,130,563]
article-paragraph: ରାଜସ୍ୱ ବିଭାଗର ଅଧିକାରୀମାନେ କହିଛନ୍ତି ଯେ ଏହି ପ୍ରକ୍ରିୟା ଶେଷ ହେବା ପରେ ସାଧାରଣ ଲୋକ ଅନଲାଇନରେ ନିଜ ଜମିର ରେକର୍ଡ ଦେଖିପାରିବେ। [359,526,474,568]
sign-text: ବ୍ୟସ୍ତତା ମଧ୍ୟରେ ଦିନ କଟିବ। ନୂଆ ସୁଯୋଗ ଆସିପାରେ। ବ୍ୟବସାୟୀଙ୍କ ପାଇଁ ଦିନ ଅନୁକୂଳ। ଅଫିସରେ ପ୍ରଶଂସା ମିଳିବ। ଘରୋଇ ବିବାଦ ଏଡ଼ାନ୍ତୁ। ସନ୍ତାନଙ୍କ ସଫଳତାରେ ଖୁସି ହେବେ। ଯାତ୍ରା ଶୁଭ ଫଳ ଦେବ। ଶୁଭ ରଙ୍ଗ: ସବୁଜ, ଶୁଭ ଅଙ୍କ: ୫। [783,273,935,321]
town-heading: ରାୟଗଡ଼ା [640,106,677,117]
town-heading: ଗଞ୍ଜାମ [279,181,312,193]
list-item: ● ଜିଲ୍ଲାସ୍ତରୀୟ ସମ୍ମିଳନୀ, ସ୍ଥାନ: କଲେକ୍ଟରେଟ, ସମୟ: ୧୧ଟା। [480,298,595,319]
sign-badge [723,867,779,921]
lower-column-4 [601,878,716,1028]
events-column-1 [238,101,353,442]
article-paragraph: ରଥଯାତ୍ରା ପ୍ରସ୍ତୁତି ପାଇଁ ପ୍ରଶାସନ ବୈଠକ କରିଛି। ନିରାପତ୍ତା ବ୍ୟବସ୍ଥା ଏବଂ ଭିଡ଼ ନିୟନ୍ତ୍ରଣ ଉପରେ ଆଲୋଚନା ହୋଇଛି। [601,982,716,1023]
sign-name: ବୃଷ [724,208,778,222]
libra-icon: ♎ [737,557,765,583]
